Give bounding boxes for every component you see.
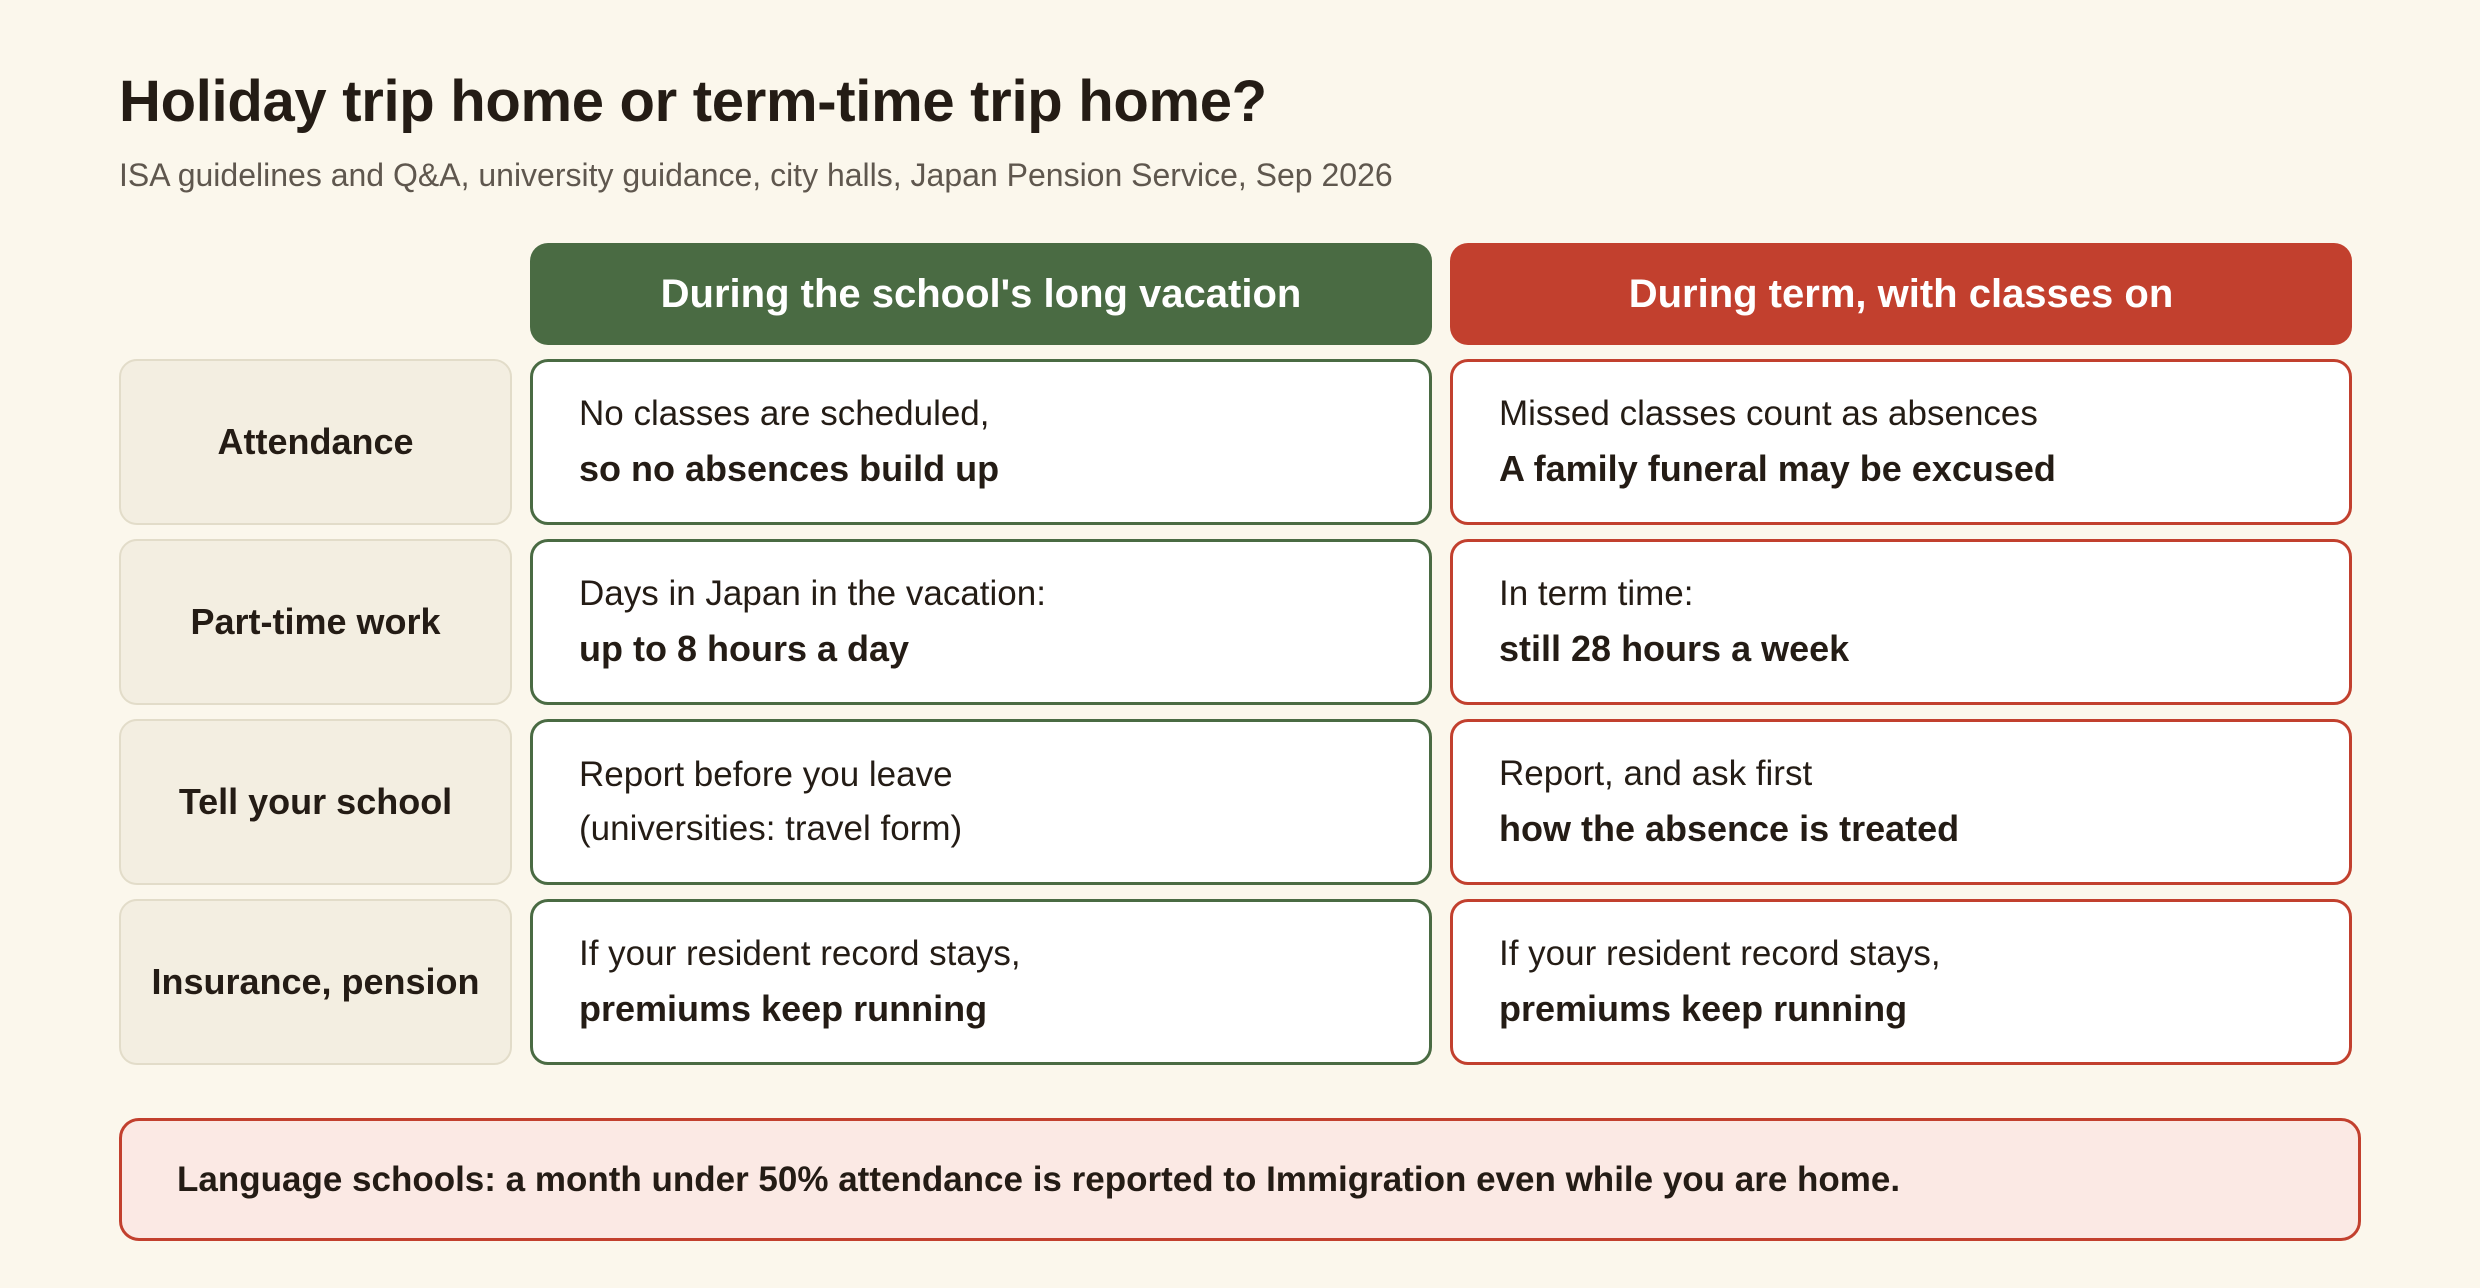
cell-text-line1: In term time: bbox=[1499, 574, 1694, 613]
cell-tell-your-school-vacation bbox=[530, 719, 1432, 885]
cell-text-line2: so no absences build up bbox=[579, 448, 1000, 489]
row-label-part-time-work: Part-time work bbox=[119, 539, 512, 705]
cell-text-line1: Missed classes count as absences bbox=[1499, 394, 2038, 433]
row-label-tell-your-school: Tell your school bbox=[119, 719, 512, 885]
table-corner bbox=[119, 243, 512, 345]
language-school-warning-note: Language schools: a month under 50% attendance is reported to Immigration even while you are home. bbox=[119, 1118, 2361, 1241]
column-header-term: During term, with classes on bbox=[1450, 243, 2352, 345]
cell-text-line1: Report, and ask first bbox=[1499, 754, 1813, 793]
cell-part-time-work-term bbox=[1450, 539, 2352, 705]
cell-text-line2: premiums keep running bbox=[1499, 988, 1908, 1029]
cell-attendance-term bbox=[1450, 359, 2352, 525]
page-subtitle: ISA guidelines and Q&A, university guidance, city halls, Japan Pension Service, Sep 2026 bbox=[119, 157, 1393, 193]
cell-text-line2: premiums keep running bbox=[579, 988, 988, 1029]
cell-insurance-pension-vacation bbox=[530, 899, 1432, 1065]
cell-text-line2: up to 8 hours a day bbox=[579, 628, 910, 669]
cell-attendance-vacation bbox=[530, 359, 1432, 525]
cell-text-line1: If your resident record stays, bbox=[579, 934, 1021, 973]
comparison-table bbox=[119, 243, 2361, 1065]
cell-tell-your-school-term bbox=[1450, 719, 2352, 885]
cell-part-time-work-vacation bbox=[530, 539, 1432, 705]
page-title: Holiday trip home or term-time trip home? bbox=[119, 69, 1267, 134]
row-label-attendance: Attendance bbox=[119, 359, 512, 525]
row-label-insurance-pension: Insurance, pension bbox=[119, 899, 512, 1065]
column-header-vacation: During the school's long vacation bbox=[530, 243, 1432, 345]
cell-insurance-pension-term bbox=[1450, 899, 2352, 1065]
cell-text-line2: still 28 hours a week bbox=[1499, 628, 1850, 669]
cell-text-line1: Report before you leave bbox=[579, 755, 953, 794]
cell-text-line1: No classes are scheduled, bbox=[579, 394, 990, 433]
cell-text-line2: how the absence is treated bbox=[1499, 808, 1960, 849]
cell-text-line1: If your resident record stays, bbox=[1499, 934, 1941, 973]
cell-text-line2: A family funeral may be excused bbox=[1499, 448, 2056, 489]
cell-text-line2: (universities: travel form) bbox=[579, 809, 963, 848]
cell-text-line1: Days in Japan in the vacation: bbox=[579, 574, 1046, 613]
